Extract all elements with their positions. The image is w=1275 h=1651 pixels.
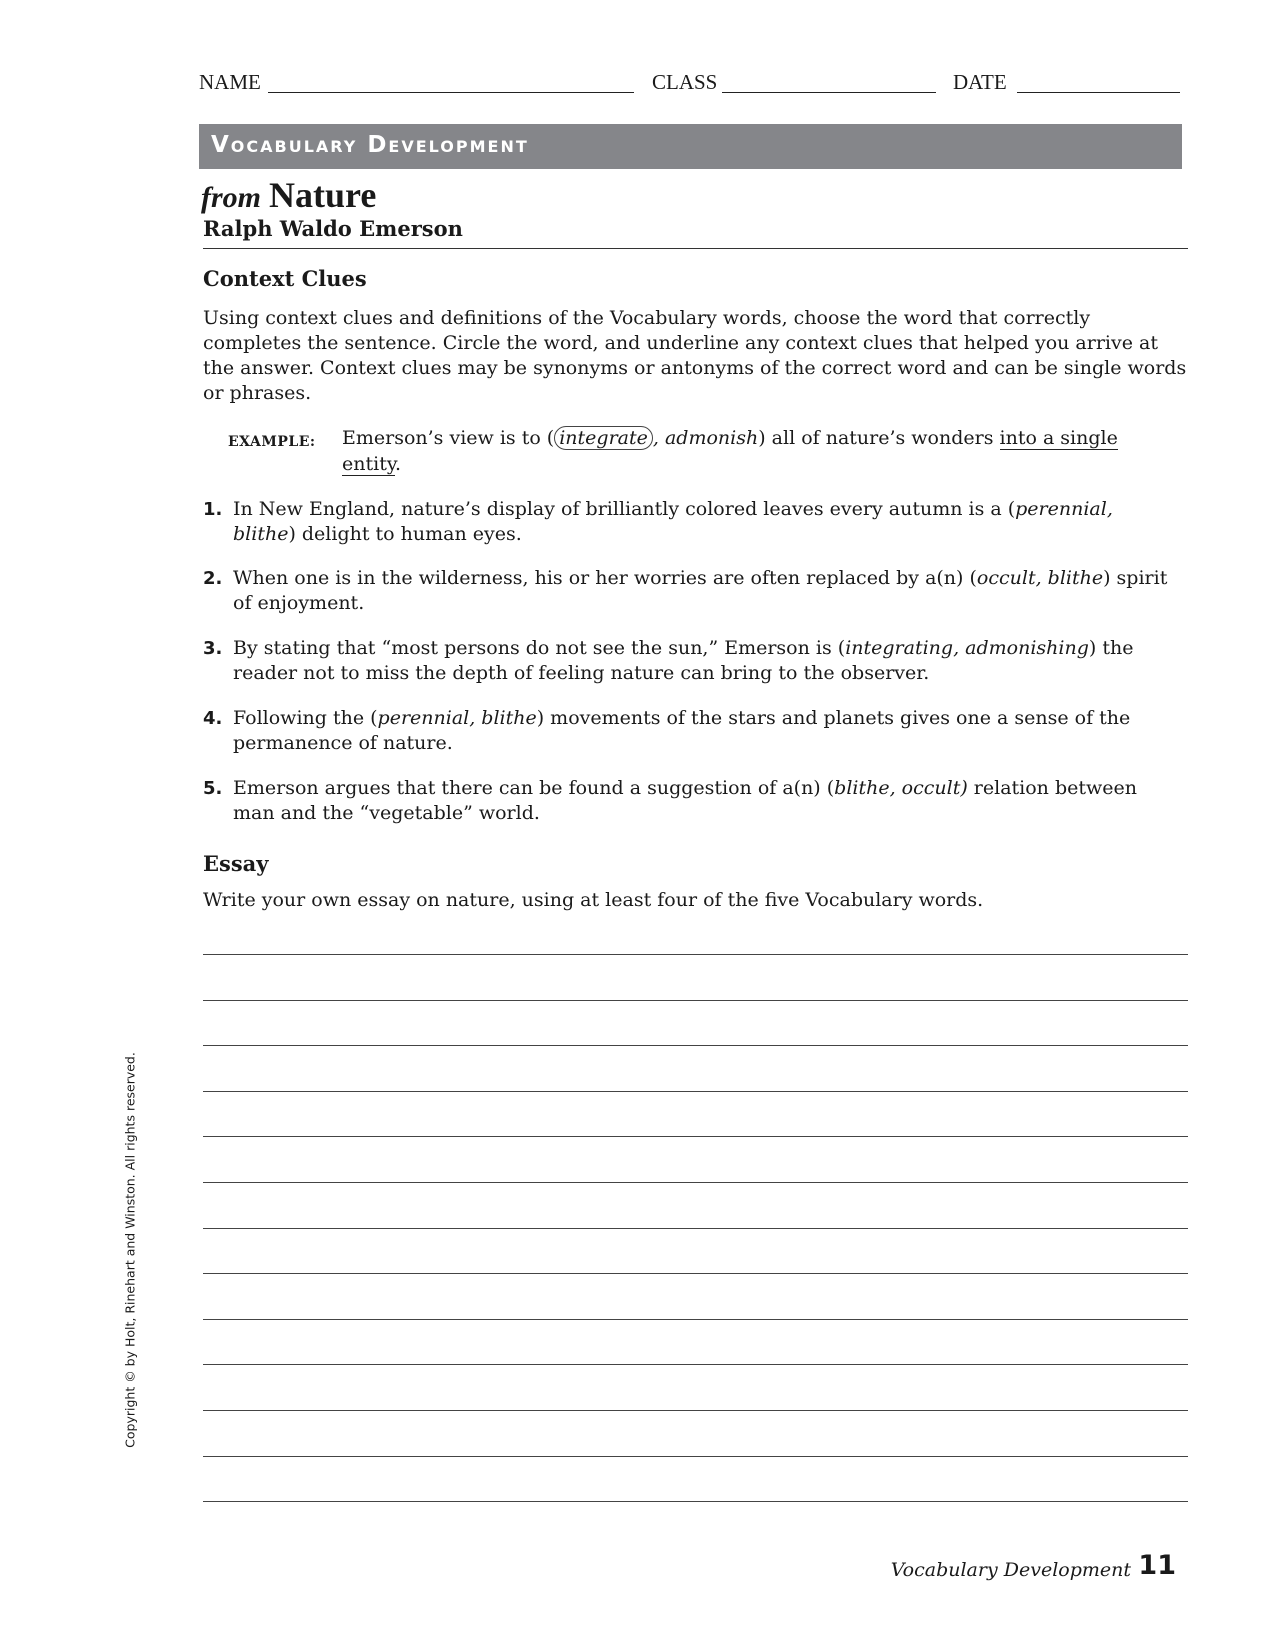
example-underlined-clue-2: entity: [342, 453, 396, 475]
writing-line[interactable]: [203, 1182, 1188, 1183]
banner-title: Vocabulary Development: [211, 132, 529, 158]
answer-choices[interactable]: perennial, blithe: [233, 498, 1113, 545]
author-name: Ralph Waldo Emerson: [203, 216, 463, 241]
title-from: from: [201, 181, 261, 214]
title-work: Nature: [269, 175, 377, 215]
writing-line[interactable]: [203, 1319, 1188, 1320]
writing-line[interactable]: [203, 954, 1188, 955]
writing-line[interactable]: [203, 1364, 1188, 1365]
date-field[interactable]: [1017, 92, 1180, 93]
question-text-end: ) the reader not to miss the depth of feeling nature can bring to the observer.: [233, 637, 1134, 684]
class-label: CLASS: [652, 70, 718, 94]
question-number: 5.: [203, 778, 223, 799]
question-number: 1.: [203, 499, 223, 520]
writing-line[interactable]: [203, 1000, 1188, 1001]
answer-choices[interactable]: occult, blithe: [976, 567, 1104, 589]
example-label: EXAMPLE:: [228, 434, 316, 450]
question-number: 3.: [203, 638, 223, 659]
answer-choices[interactable]: integrating, admonishing: [845, 637, 1089, 659]
name-label: NAME: [199, 70, 261, 94]
writing-line[interactable]: [203, 1501, 1188, 1502]
writing-line[interactable]: [203, 1136, 1188, 1137]
date-label: DATE: [953, 70, 1007, 94]
section-banner: [199, 124, 1182, 169]
essay-instructions: Write your own essay on nature, using at least four of the five Vocabulary words.: [203, 889, 984, 911]
example-circled-word: integrate: [554, 426, 653, 450]
page-number: 11: [1138, 1550, 1176, 1581]
writing-line[interactable]: [203, 1228, 1188, 1229]
example-end: .: [395, 453, 402, 475]
example-sentence: [342, 425, 1172, 477]
footer-section-name: Vocabulary Development: [890, 1559, 1131, 1581]
question-text: When one is in the wilderness, his or her worries are often replaced by a(n) (: [233, 567, 977, 589]
example-mid: ) all of nature’s wonders: [758, 427, 1000, 449]
question-text: In New England, nature’s display of brilliantly colored leaves every autumn is a (: [233, 498, 1016, 520]
question-text-end: ) spirit of enjoyment.: [233, 567, 1168, 614]
example-pre: Emerson’s view is to (: [342, 427, 555, 449]
answer-choices[interactable]: blithe, occult): [834, 777, 968, 799]
question-text: Following the (: [233, 707, 378, 729]
writing-line[interactable]: [203, 1410, 1188, 1411]
writing-line[interactable]: [203, 1456, 1188, 1457]
example-choice: , admonish: [652, 427, 759, 449]
question-number: 2.: [203, 568, 223, 589]
context-clues-heading: Context Clues: [203, 266, 367, 291]
answer-choices[interactable]: perennial, blithe: [377, 707, 537, 729]
question-text-end: ) delight to human eyes.: [288, 523, 522, 545]
question-text: By stating that “most persons do not see the sun,” Emerson is (: [233, 637, 846, 659]
essay-heading: Essay: [203, 851, 269, 876]
question-text: Emerson argues that there can be found a suggestion of a(n) (: [233, 777, 835, 799]
title-divider: [203, 248, 1188, 249]
writing-line[interactable]: [203, 1091, 1188, 1092]
writing-line[interactable]: [203, 1273, 1188, 1274]
name-field[interactable]: [268, 92, 634, 93]
copyright-notice: Copyright © by Holt, Rinehart and Winston. All rights reserved.: [122, 1052, 138, 1448]
question-text-end: relation between man and the “vegetable” world.: [233, 777, 1137, 824]
context-instructions: Using context clues and definitions of the Vocabulary words, choose the word that correctly completes the sentence. Circle the word, and underline any context clues that helped you arrive at the answer. Context clues may be synonyms or antonyms of the correct word and can be single words or phrases.: [203, 307, 1187, 404]
writing-line[interactable]: [203, 1045, 1188, 1046]
example-underlined-clue: into a single: [999, 427, 1118, 449]
question-text-end: ) movements of the stars and planets gives one a sense of the permanence of nature.: [233, 707, 1131, 754]
page-title: [201, 174, 376, 216]
class-field[interactable]: [722, 92, 936, 93]
question-number: 4.: [203, 708, 223, 729]
